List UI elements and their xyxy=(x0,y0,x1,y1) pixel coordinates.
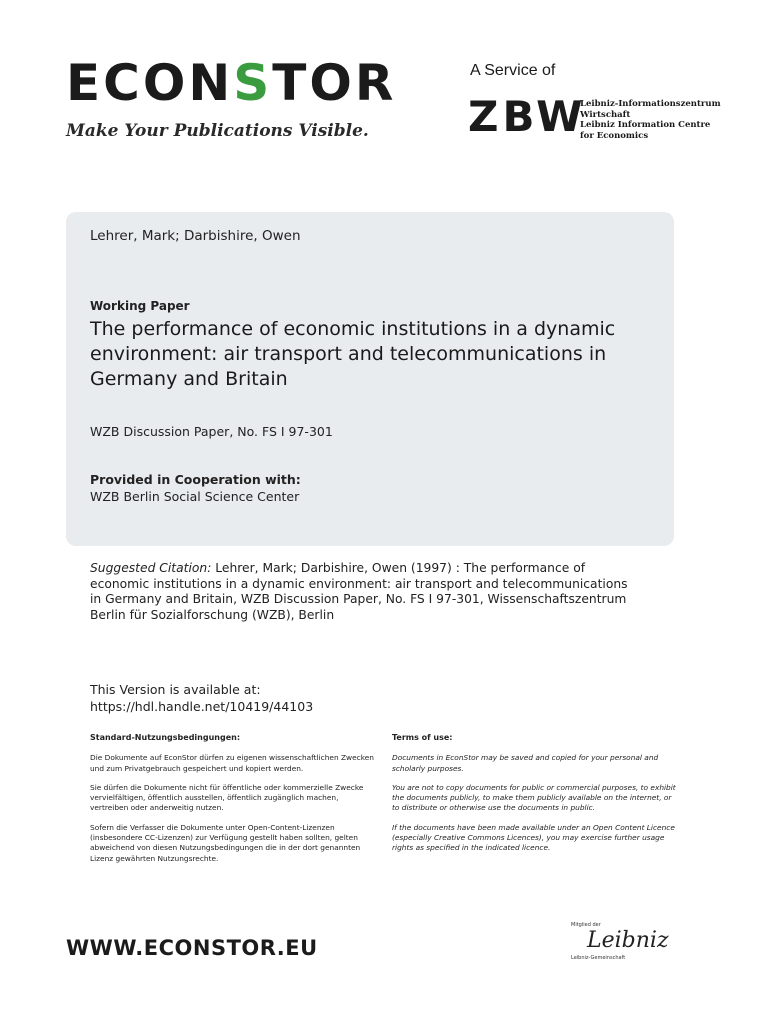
zbw-description: Leibniz-Informationszentrum Wirtschaft Leibniz Information Centre for Economics xyxy=(580,99,721,141)
provided-label: Provided in Cooperation with: xyxy=(90,472,301,487)
suggested-citation xyxy=(90,561,635,623)
series-info: WZB Discussion Paper, No. FS I 97-301 xyxy=(90,424,333,439)
terms-english-paragraph: You are not to copy documents for public or commercial purposes, to exhibit the documents publicly, to make them publicly available on the internet, or to distribute or otherwise use the documents in public. xyxy=(392,782,676,813)
citation-label: Suggested Citation: xyxy=(90,561,212,575)
terms-german xyxy=(90,733,375,873)
paper-title: The performance of economic institutions in a dynamic environment: air transport and telecommunications in Germany and Britain xyxy=(90,318,616,390)
terms-english-paragraph: If the documents have been made available under an Open Content Licence (especially Creative Commons Licences), you may exercise further usage rights as specified in the indicated licence. xyxy=(392,822,675,853)
terms-german-heading: Standard-Nutzungsbedingungen: xyxy=(90,733,241,742)
citation-text: Lehrer, Mark; Darbishire, Owen (1997) : The performance of economic institutions in a dynamic environment: air transport and telecommunications in Germany and Britain, WZB Discussion Paper, No. FS I 97-301, Wissenschaftszentrum Berlin für Sozialforschung (WZB), Berlin xyxy=(90,561,628,622)
terms-english-heading: Terms of use: xyxy=(392,733,453,742)
version-label: This Version is available at: xyxy=(90,682,261,697)
econstor-logo: ECONSTOR xyxy=(66,54,397,112)
leibniz-logo: Mitglied der Leibniz Leibniz-Gemeinschaft xyxy=(571,922,669,961)
terms-english-paragraph: Documents in EconStor may be saved and copied for your personal and scholarly purposes. xyxy=(392,753,659,773)
zbw-logo: ZBW xyxy=(468,92,587,141)
authors: Lehrer, Mark; Darbishire, Owen xyxy=(90,228,301,244)
handle-link[interactable]: https://hdl.handle.net/10419/44103 xyxy=(90,699,314,714)
terms-german-paragraph: Sofern die Verfasser die Dokumente unter Open-Content-Lizenzen (insbesondere CC-Lizenzen) zur Verfügung gestellt haben sollten, gelten abweichend von diesen Nutzungsbedingungen die in der dort genannten Lizenz gewährten Nutzungsrechte. xyxy=(90,822,361,863)
tagline: Make Your Publications Visible. xyxy=(66,121,369,141)
econstor-url[interactable]: WWW.ECONSTOR.EU xyxy=(66,936,318,960)
terms-english xyxy=(392,733,677,863)
document-type: Working Paper xyxy=(90,299,190,313)
provider-name: WZB Berlin Social Science Center xyxy=(90,489,300,504)
service-of-label: A Service of xyxy=(470,62,556,79)
terms-german-paragraph: Die Dokumente auf EconStor dürfen zu eigenen wissenschaftlichen Zwecken und zum Privatgebrauch gespeichert und kopiert werden. xyxy=(90,753,374,773)
terms-german-paragraph: Sie dürfen die Dokumente nicht für öffentliche oder kommerzielle Zwecke vervielfältigen, öffentlich ausstellen, öffentlich zugänglich machen, vertreiben oder anderweitig nutzen. xyxy=(90,782,364,813)
